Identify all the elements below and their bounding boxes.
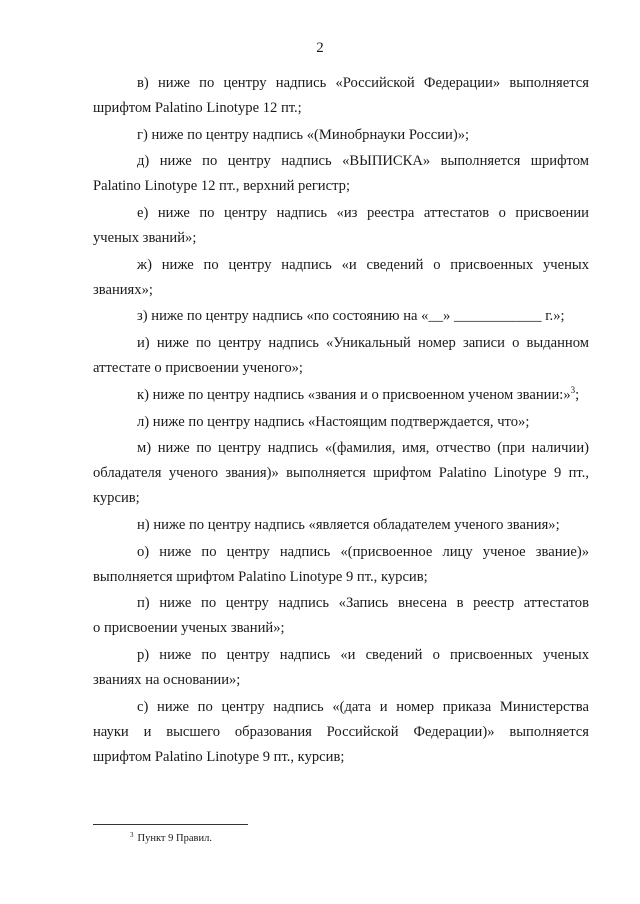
paragraph-line xyxy=(93,123,589,148)
list-item-paragraph xyxy=(93,253,589,303)
paragraph-line-text: о присвоении ученых званий»; xyxy=(93,620,285,637)
paragraph-line-text: с) ниже по центру надпись «(дата и номер приказа Министерства xyxy=(137,698,589,715)
list-item-paragraph xyxy=(93,513,589,538)
list-item-paragraph xyxy=(93,123,589,148)
paragraph-line-text: аттестате о присвоении ученого»; xyxy=(93,360,303,377)
list-item-paragraph xyxy=(93,591,589,641)
list-item-paragraph xyxy=(93,201,589,251)
paragraph-line-text: курсив; xyxy=(93,490,140,507)
list-item-paragraph xyxy=(93,643,589,693)
list-item-paragraph xyxy=(93,436,589,511)
paragraph-line xyxy=(93,174,589,199)
paragraph-line-text: г) ниже по центру надпись «(Минобрнауки России)»; xyxy=(137,126,470,143)
paragraph-line-text: п) ниже по центру надпись «Запись внесена в реестр аттестатов xyxy=(137,595,589,612)
paragraph-line xyxy=(93,720,589,745)
paragraph-line-text: з) ниже по центру надпись «по состоянию на «__» ____________ г.»; xyxy=(137,308,565,325)
paragraph-line xyxy=(93,96,589,121)
paragraph-line-text: ученых званий»; xyxy=(93,230,197,247)
list-item-paragraph xyxy=(93,331,589,381)
footnote-divider xyxy=(93,824,248,825)
paragraph-line-text: званиях»; xyxy=(93,281,153,298)
paragraph-line-text: званиях на основании»; xyxy=(93,671,241,688)
paragraph-line-text: м) ниже по центру надпись «(фамилия, имя, отчество (при наличии) xyxy=(137,440,589,457)
paragraph-line-text: к) ниже по центру надпись «звания и о присвоенном ученом звании:» xyxy=(137,386,571,403)
paragraph-line-text: л) ниже по центру надпись «Настоящим подтверждается, что»; xyxy=(137,413,530,430)
paragraph-line-text: д) ниже по центру надпись «ВЫПИСКА» выполняется шрифтом xyxy=(137,153,589,170)
paragraph-line xyxy=(93,253,589,278)
paragraph-line-text: е) ниже по центру надпись «из реестра аттестатов о присвоении xyxy=(137,205,589,222)
list-item-paragraph xyxy=(93,149,589,199)
paragraph-line xyxy=(93,410,589,435)
footnote xyxy=(130,832,212,846)
paragraph-line-text: обладателя ученого звания)» выполняется шрифтом Palatino Linotype 9 пт., xyxy=(93,465,589,482)
paragraph-line-text: ж) ниже по центру надпись «и сведений о присвоенных ученых xyxy=(137,256,589,273)
paragraph-line xyxy=(93,71,589,96)
paragraph-line xyxy=(93,591,589,616)
paragraph-line-text: шрифтом Palatino Linotype 12 пт.; xyxy=(93,100,302,116)
footnote-marker: 3 xyxy=(130,831,134,839)
paragraph-line xyxy=(93,540,589,565)
paragraph-line xyxy=(93,643,589,668)
list-item-paragraph xyxy=(93,71,589,121)
paragraph-line-tail: ; xyxy=(575,386,580,403)
paragraph-line xyxy=(93,149,589,174)
footnote-text: Пункт 9 Правил. xyxy=(137,833,212,844)
list-item-paragraph xyxy=(93,304,589,329)
paragraph-line xyxy=(93,565,589,590)
paragraph-line xyxy=(93,278,589,303)
paragraph-line-text: науки и высшего образования Российской Федерации)» выполняется xyxy=(93,723,589,740)
paragraph-line xyxy=(93,226,589,251)
paragraph-line xyxy=(93,513,589,538)
paragraph-line xyxy=(93,304,589,329)
paragraph-line xyxy=(93,356,589,381)
paragraph-line xyxy=(93,331,589,356)
paragraph-line xyxy=(93,201,589,226)
paragraph-line xyxy=(93,668,589,693)
paragraph-line xyxy=(93,486,589,511)
paragraph-line-text: шрифтом Palatino Linotype 9 пт., курсив; xyxy=(93,748,345,765)
list-item-paragraph xyxy=(93,540,589,590)
paragraph-line-text: н) ниже по центру надпись «является обладателем ученого звания»; xyxy=(137,516,560,533)
paragraph-line xyxy=(93,461,589,486)
paragraph-line-text: и) ниже по центру надпись «Уникальный номер записи о выданном xyxy=(137,335,589,352)
document-body xyxy=(93,71,589,771)
paragraph-line xyxy=(93,695,589,720)
paragraph-line-text: о) ниже по центру надпись «(присвоенное лицу ученое звание)» xyxy=(137,543,589,560)
paragraph-line xyxy=(93,436,589,461)
paragraph-line-text: р) ниже по центру надпись «и сведений о присвоенных ученых xyxy=(137,646,589,663)
paragraph-line xyxy=(93,616,589,641)
list-item-paragraph xyxy=(93,410,589,435)
paragraph-line xyxy=(93,745,589,770)
paragraph-line-text: в) ниже по центру надпись «Российской Федерации» выполняется xyxy=(137,75,589,91)
paragraph-line-text: выполняется шрифтом Palatino Linotype 9 пт., курсив; xyxy=(93,568,428,585)
list-item-paragraph xyxy=(93,695,589,770)
paragraph-line-text: Palatino Linotype 12 пт., верхний регистр; xyxy=(93,178,351,195)
footnote-reference: 3 xyxy=(570,384,576,395)
page-number: 2 xyxy=(316,40,324,56)
list-item-paragraph xyxy=(93,383,589,408)
paragraph-line xyxy=(93,383,589,408)
